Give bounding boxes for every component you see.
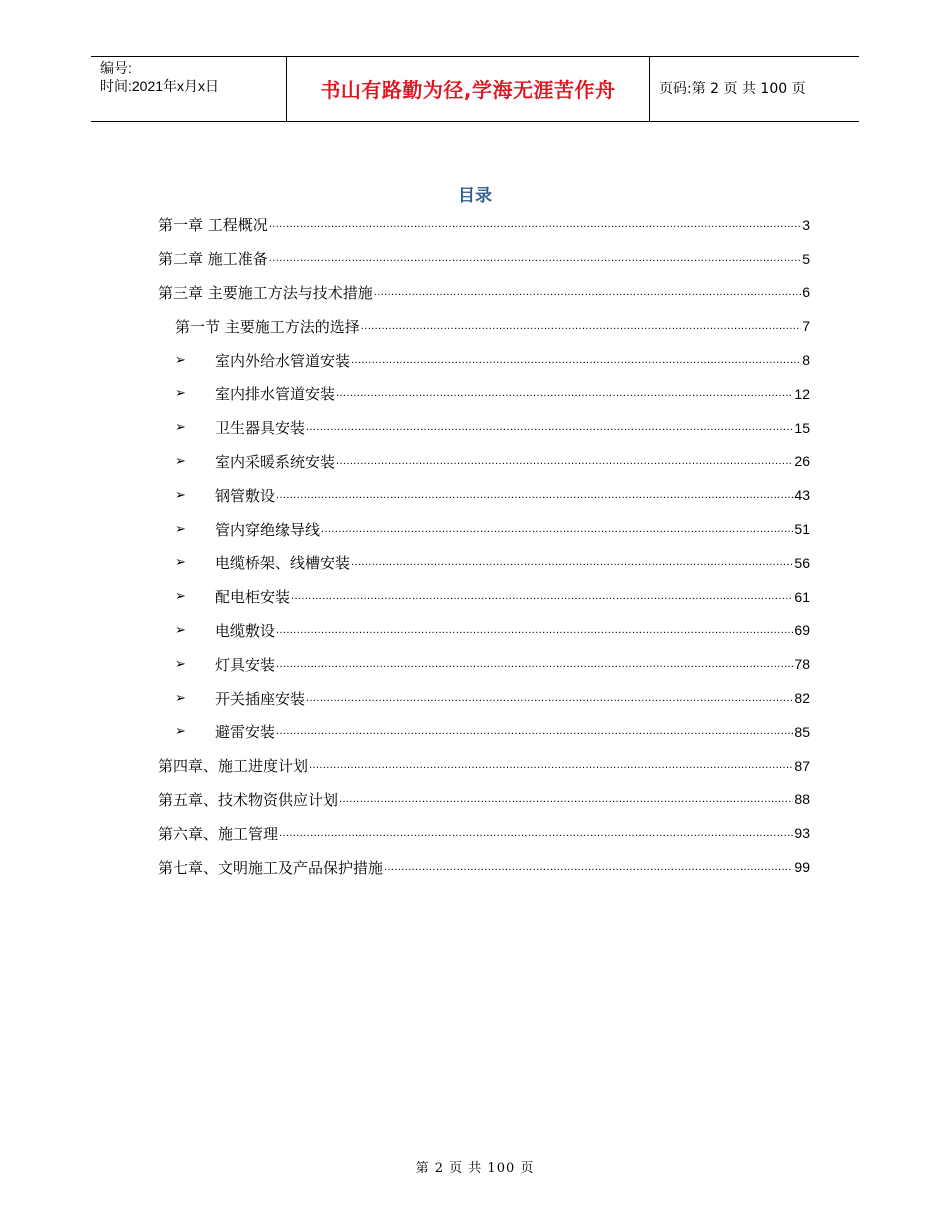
dot-leader (276, 623, 793, 638)
toc-entry-label: 第七章、文明施工及产品保护措施 (158, 858, 384, 877)
toc-entry-page-number: 5 (802, 250, 810, 267)
arrow-bullet-icon: ➢ (175, 386, 186, 402)
toc-entry-page-number: 15 (794, 419, 810, 436)
page-footer: 第 2 页 共 100 页 (415, 1161, 535, 1176)
toc-entry-page-number: 88 (794, 791, 810, 808)
toc-entry-page-number: 87 (794, 757, 810, 774)
toc-entry-page-number: 69 (794, 622, 810, 639)
toc-entry[interactable] (158, 377, 810, 411)
toc-entry[interactable] (158, 411, 810, 445)
arrow-bullet-icon: ➢ (175, 589, 186, 605)
toc-entry-label: 第四章、施工进度计划 (158, 757, 309, 776)
toc-entry[interactable] (158, 343, 810, 377)
dot-leader (336, 454, 793, 469)
toc-entry-page-number: 78 (794, 656, 810, 673)
dot-leader (374, 285, 801, 300)
header-page-info: 页码:第 2 页 共 100 页 (659, 81, 806, 97)
toc-entry-label: 灯具安装 (215, 655, 276, 674)
toc-entry[interactable] (158, 478, 810, 512)
header-motto: 书山有路勤为径,学海无涯苦作舟 (287, 57, 650, 121)
dot-leader (336, 386, 793, 401)
dot-leader (361, 319, 801, 334)
toc-entry-page-number: 7 (802, 318, 810, 335)
toc-entry-label: 第六章、施工管理 (158, 824, 279, 843)
toc-entry[interactable] (158, 445, 810, 479)
toc-entry-page-number: 93 (794, 825, 810, 842)
dot-leader (279, 826, 793, 841)
toc-entry-label: 避雷安装 (215, 723, 276, 742)
toc-entry-label: 室内外给水管道安装 (215, 351, 351, 370)
arrow-bullet-icon: ➢ (175, 724, 186, 740)
toc-title: 目录 (458, 186, 492, 206)
toc-entry-page-number: 26 (794, 453, 810, 470)
toc-entry[interactable] (158, 276, 810, 310)
toc-entry[interactable] (158, 309, 810, 343)
toc-entry[interactable] (158, 783, 810, 817)
toc-entry[interactable] (158, 647, 810, 681)
dot-leader (276, 488, 793, 503)
page-header (91, 56, 859, 122)
dot-leader (276, 657, 793, 672)
dot-leader (351, 353, 801, 368)
toc-entry[interactable] (158, 816, 810, 850)
toc-entry[interactable] (158, 715, 810, 749)
toc-entry-label: 第一节 主要施工方法的选择 (175, 317, 360, 336)
toc-entry-page-number: 99 (794, 859, 810, 876)
dot-leader (276, 724, 793, 739)
toc-entry[interactable] (158, 512, 810, 546)
dot-leader (309, 758, 793, 773)
toc-entry[interactable] (158, 681, 810, 715)
toc-entry[interactable] (158, 614, 810, 648)
dot-leader (269, 217, 801, 232)
dot-leader (351, 555, 793, 570)
toc-entry-label: 电缆桥架、线槽安装 (215, 554, 351, 573)
arrow-bullet-icon: ➢ (175, 453, 186, 469)
toc-entry[interactable] (158, 242, 810, 276)
document-number-label: 编号: (100, 60, 132, 76)
toc-entry[interactable] (158, 208, 810, 242)
dot-leader (321, 522, 793, 537)
dot-leader (269, 251, 801, 266)
toc-entry-label: 电缆敷设 (215, 621, 276, 640)
toc-entry-page-number: 51 (794, 521, 810, 538)
toc-entry-label: 管内穿绝缘导线 (215, 520, 321, 539)
toc-entry-page-number: 3 (802, 216, 810, 233)
arrow-bullet-icon: ➢ (175, 555, 186, 571)
arrow-bullet-icon: ➢ (175, 622, 186, 638)
toc-entry-page-number: 61 (794, 588, 810, 605)
arrow-bullet-icon: ➢ (175, 690, 186, 706)
toc-entry-page-number: 12 (794, 385, 810, 402)
dot-leader (384, 860, 793, 875)
arrow-bullet-icon: ➢ (175, 352, 186, 368)
arrow-bullet-icon: ➢ (175, 487, 186, 503)
dot-leader (306, 420, 793, 435)
table-of-contents (158, 208, 810, 884)
toc-entry-page-number: 82 (794, 690, 810, 707)
toc-entry-label: 室内采暖系统安装 (215, 452, 336, 471)
arrow-bullet-icon: ➢ (175, 656, 186, 672)
toc-entry-page-number: 6 (802, 284, 810, 301)
dot-leader (291, 589, 793, 604)
dot-leader (339, 792, 793, 807)
toc-entry-label: 第二章 施工准备 (158, 250, 268, 269)
toc-entry-label: 开关插座安装 (215, 689, 306, 708)
toc-entry-label: 第五章、技术物资供应计划 (158, 790, 339, 809)
toc-entry-page-number: 8 (802, 352, 810, 369)
document-time-label: 时间:2021年x月x日 (100, 78, 220, 94)
header-meta (91, 57, 287, 121)
toc-entry-page-number: 85 (794, 723, 810, 740)
toc-entry[interactable] (158, 546, 810, 580)
dot-leader (306, 691, 793, 706)
arrow-bullet-icon: ➢ (175, 521, 186, 537)
toc-entry[interactable] (158, 850, 810, 884)
toc-entry-label: 卫生器具安装 (215, 419, 306, 438)
toc-entry-label: 室内排水管道安装 (215, 385, 336, 404)
arrow-bullet-icon: ➢ (175, 420, 186, 436)
toc-entry[interactable] (158, 749, 810, 783)
toc-entry-label: 配电柜安装 (215, 588, 291, 607)
toc-entry-label: 第三章 主要施工方法与技术措施 (158, 283, 373, 302)
toc-entry[interactable] (158, 580, 810, 614)
toc-entry-page-number: 56 (794, 554, 810, 571)
toc-entry-page-number: 43 (794, 487, 810, 504)
toc-entry-label: 钢管敷设 (215, 486, 276, 505)
toc-entry-label: 第一章 工程概况 (158, 216, 268, 235)
